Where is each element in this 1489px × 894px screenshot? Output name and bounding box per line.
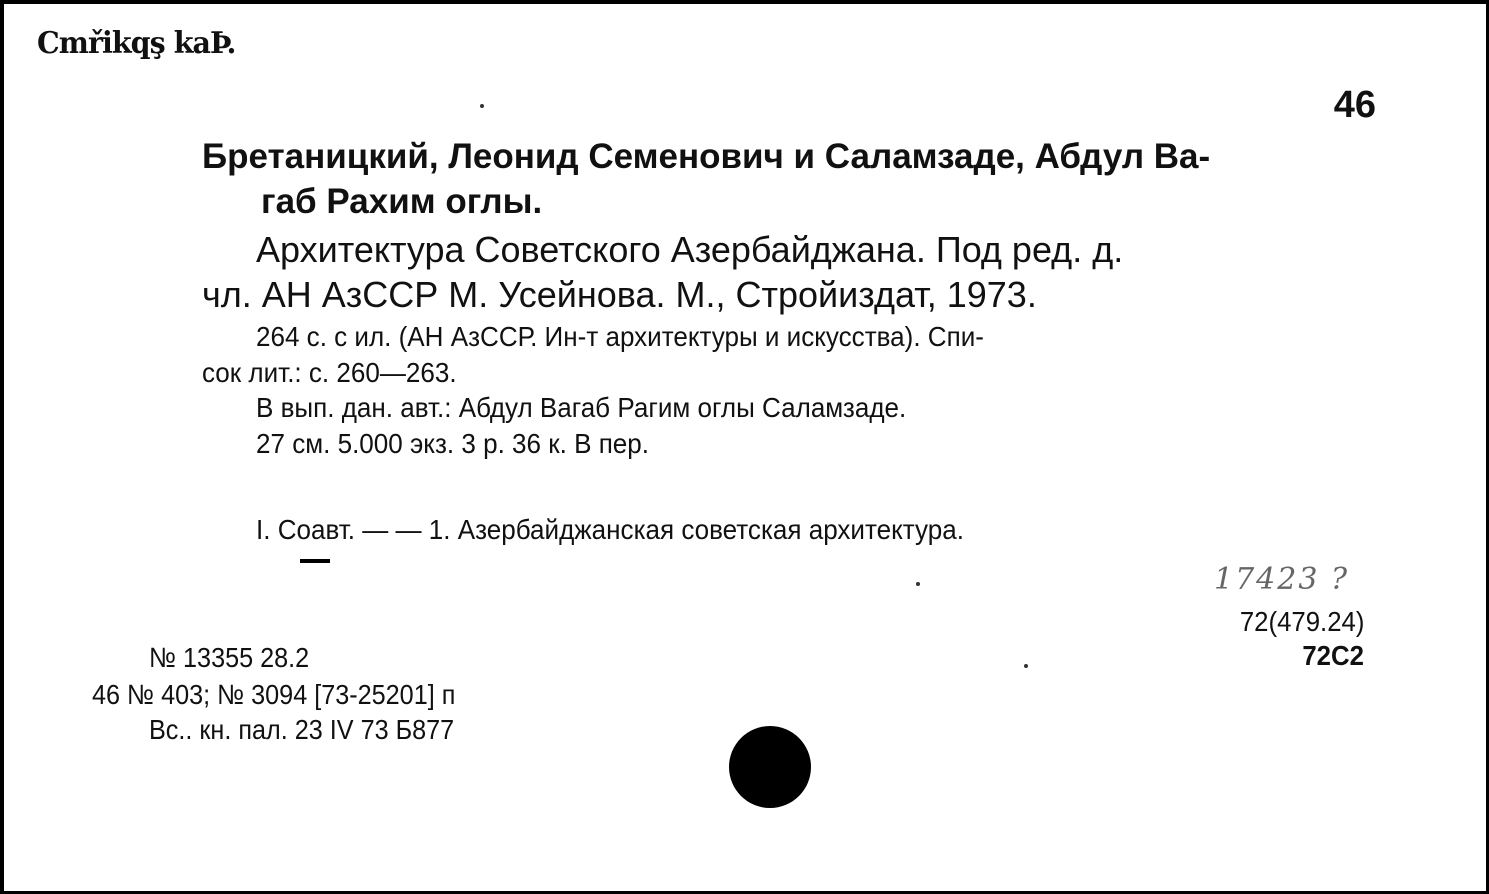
card-number: 46 [1333, 84, 1376, 126]
udc-classification: 72(479.24) [1239, 606, 1364, 637]
handwritten-note: 17423 ? [1214, 562, 1350, 597]
punch-hole [729, 726, 811, 808]
tracing-underline-mark [300, 559, 330, 563]
description-line-1: 264 с. с ил. (АН АзССР. Ин-т архитектуры и искусства). Спи- [256, 321, 984, 352]
author-line-2: габ Рахим оглы. [261, 182, 543, 221]
bbk-classification: 72С2 [1302, 640, 1364, 671]
library-stamp: Cmřikqş kaÞ. [37, 26, 236, 61]
description-line-2: сок лит.: с. 260—263. [202, 357, 457, 388]
title-line-1: Архитектура Советского Азербайджана. Под ред. д. [256, 229, 1124, 270]
tracing-line: I. Соавт. — — 1. Азербайджанская советская архитектура. [256, 514, 964, 545]
speck-mark [916, 582, 920, 586]
speck-mark [1024, 664, 1028, 668]
author-line-1: Бретаницкий, Леонид Семенович и Саламзаде, Абдул Ва- [202, 137, 1211, 176]
footer-line-1: № 13355 28.2 [149, 642, 310, 673]
footer-line-2: 46 № 403; № 3094 [73-25201] п [92, 679, 456, 710]
title-line-2: чл. АН АзССР М. Усейнова. М., Стройиздат, 1973. [202, 274, 1037, 315]
footer-line-3: Вс.. кн. пал. 23 IV 73 Б877 [149, 714, 455, 745]
speck-mark [480, 104, 484, 108]
description-line-3: В вып. дан. авт.: Абдул Вагаб Рагим оглы Саламзаде. [256, 392, 907, 423]
description-line-4: 27 см. 5.000 экз. 3 р. 36 к. В пер. [256, 428, 650, 459]
